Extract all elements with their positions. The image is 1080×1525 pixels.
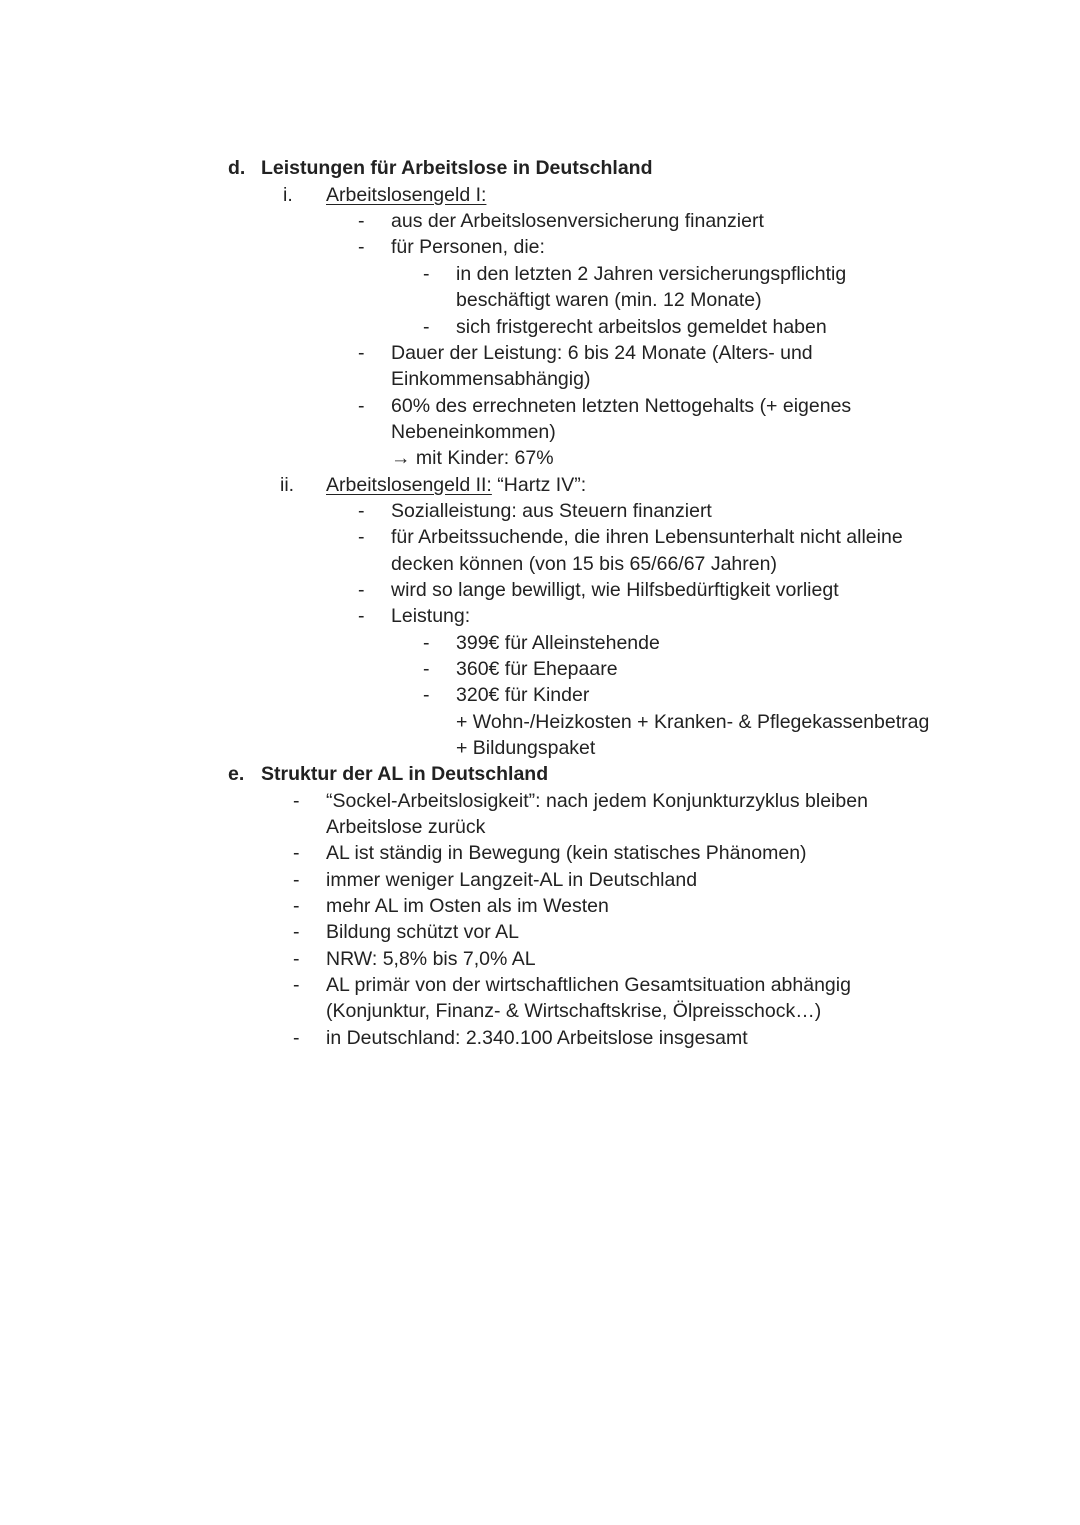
list-item: 60% des errechneten letzten Nettogehalts (+ eigenes	[391, 395, 852, 417]
list-item: 399€ für Alleinstehende	[456, 632, 660, 654]
sub-ii-numeral: ii.	[280, 474, 295, 496]
bullet-dash: -	[358, 605, 365, 627]
list-item-continuation: Einkommensabhängig)	[391, 368, 591, 390]
list-item: für Personen, die:	[391, 236, 545, 258]
bullet-dash: -	[293, 1027, 300, 1049]
list-item: 320€ für Kinder	[456, 684, 590, 706]
list-item-extra: + Wohn-/Heizkosten + Kranken- & Pflegekassenbetrag	[456, 711, 930, 733]
list-item-extra: + Bildungspaket	[456, 737, 596, 759]
bullet-dash: -	[293, 842, 300, 864]
list-item: in den letzten 2 Jahren versicherungspflichtig	[456, 263, 847, 285]
sub-ii-heading	[326, 472, 586, 498]
bullet-dash: -	[293, 974, 300, 996]
bullet-dash: -	[358, 500, 365, 522]
sub-ii-title: Arbeitslosengeld II:	[326, 474, 492, 496]
list-item: Sozialleistung: aus Steuern finanziert	[391, 500, 712, 522]
bullet-dash: -	[293, 948, 300, 970]
section-e-title: Struktur der AL in Deutschland	[261, 763, 549, 785]
list-item: wird so lange bewilligt, wie Hilfsbedürftigkeit vorliegt	[391, 579, 839, 601]
bullet-dash: -	[293, 790, 300, 812]
sub-i-numeral: i.	[283, 184, 293, 206]
list-item-continuation: (Konjunktur, Finanz- & Wirtschaftskrise, Ölpreisschock…)	[326, 1000, 822, 1022]
bullet-dash: -	[358, 210, 365, 232]
list-item: für Arbeitssuchende, die ihren Lebensunterhalt nicht alleine	[391, 526, 903, 548]
bullet-dash: -	[358, 236, 365, 258]
list-item: in Deutschland: 2.340.100 Arbeitslose insgesamt	[326, 1027, 748, 1049]
list-item: Leistung:	[391, 605, 471, 627]
bullet-dash: -	[293, 921, 300, 943]
section-d-marker: d.	[228, 157, 246, 179]
bullet-dash: -	[423, 263, 430, 285]
list-item-note: → mit Kinder: 67%	[391, 447, 554, 469]
section-e-marker: e.	[228, 763, 245, 785]
list-item: Bildung schützt vor AL	[326, 921, 519, 943]
list-item-continuation: Nebeneinkommen)	[391, 421, 556, 443]
bullet-dash: -	[293, 869, 300, 891]
list-item-continuation: beschäftigt waren (min. 12 Monate)	[456, 289, 762, 311]
list-item: AL ist ständig in Bewegung (kein statisches Phänomen)	[326, 842, 807, 864]
bullet-dash: -	[358, 395, 365, 417]
sub-ii-title-suffix: “Hartz IV”:	[491, 474, 587, 496]
bullet-dash: -	[423, 684, 430, 706]
bullet-dash: -	[293, 895, 300, 917]
bullet-dash: -	[358, 342, 365, 364]
list-item: aus der Arbeitslosenversicherung finanziert	[391, 210, 764, 232]
list-item: 360€ für Ehepaare	[456, 658, 618, 680]
bullet-dash: -	[358, 579, 365, 601]
list-item: AL primär von der wirtschaftlichen Gesamtsituation abhängig	[326, 974, 851, 996]
list-item: mehr AL im Osten als im Westen	[326, 895, 609, 917]
list-item: immer weniger Langzeit-AL in Deutschland	[326, 869, 698, 891]
list-item: sich fristgerecht arbeitslos gemeldet haben	[456, 316, 827, 338]
bullet-dash: -	[423, 316, 430, 338]
bullet-dash: -	[423, 658, 430, 680]
list-item: NRW: 5,8% bis 7,0% AL	[326, 948, 536, 970]
bullet-dash: -	[423, 632, 430, 654]
section-d-title: Leistungen für Arbeitslose in Deutschland	[261, 157, 653, 179]
list-item-continuation: Arbeitslose zurück	[326, 816, 486, 838]
list-item: Dauer der Leistung: 6 bis 24 Monate (Alters- und	[391, 342, 813, 364]
bullet-dash: -	[358, 526, 365, 548]
list-item: “Sockel-Arbeitslosigkeit”: nach jedem Konjunkturzyklus bleiben	[326, 790, 868, 812]
list-item-continuation: decken können (von 15 bis 65/66/67 Jahren)	[391, 553, 777, 575]
sub-i-title: Arbeitslosengeld I:	[326, 184, 487, 206]
